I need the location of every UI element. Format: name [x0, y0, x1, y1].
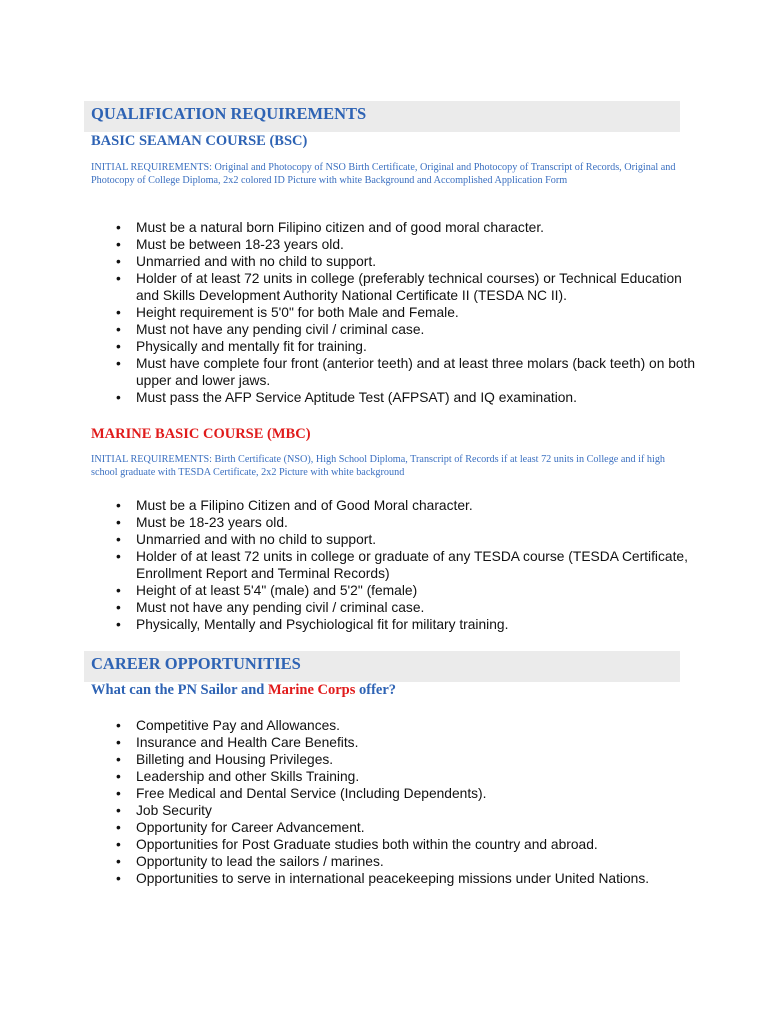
bullet-icon: • [116, 583, 121, 598]
list-item: • Holder of at least 72 units in college or graduate of any TESDA course (TESDA Certificate, Enrollment Report and Terminal Records) [116, 549, 688, 581]
bullet-icon: • [116, 339, 121, 354]
bullet-icon: • [116, 786, 121, 801]
list-item: • Opportunity to lead the sailors / marines. [116, 854, 384, 869]
bullet-icon: • [116, 356, 121, 371]
career-question: What can the PN Sailor and Marine Corps offer? [91, 682, 397, 698]
bullet-icon: • [116, 769, 121, 784]
mbc-heading: MARINE BASIC COURSE (MBC) [91, 426, 311, 442]
mbc-requirements-list [116, 497, 696, 633]
list-item: • Insurance and Health Care Benefits. [116, 735, 359, 750]
list-item: • Must be a natural born Filipino citizen and of good moral character. [116, 220, 544, 235]
list-item: • Free Medical and Dental Service (Including Dependents). [116, 786, 487, 801]
bullet-icon: • [116, 254, 121, 269]
bullet-icon: • [116, 854, 121, 869]
list-item: • Must have complete four front (anterior teeth) and at least three molars (back teeth) on both upper and lower jaws. [116, 356, 696, 388]
bsc-heading: BASIC SEAMAN COURSE (BSC) [91, 133, 308, 149]
list-item: • Leadership and other Skills Training. [116, 769, 360, 784]
bullet-icon: • [116, 718, 121, 733]
list-item: • Must be a Filipino Citizen and of Good Moral character. [116, 498, 473, 513]
list-item: • Height of at least 5'4" (male) and 5'2" (female) [116, 583, 418, 598]
bullet-icon: • [116, 271, 121, 286]
career-section-bar [84, 651, 680, 682]
bullet-icon: • [116, 515, 121, 530]
bullet-icon: • [116, 305, 121, 320]
list-item: • Opportunity for Career Advancement. [116, 820, 365, 835]
bullet-icon: • [116, 837, 121, 852]
list-item: • Unmarried and with no child to support. [116, 254, 377, 269]
qualification-title: QUALIFICATION REQUIREMENTS [91, 104, 367, 123]
list-item: • Job Security [116, 803, 212, 818]
career-benefits-list [116, 717, 696, 887]
bullet-icon: • [116, 617, 121, 632]
bullet-icon: • [116, 820, 121, 835]
bullet-icon: • [116, 322, 121, 337]
list-item: • Billeting and Housing Privileges. [116, 752, 334, 767]
bullet-icon: • [116, 600, 121, 615]
bullet-icon: • [116, 498, 121, 513]
mbc-initial-requirements: INITIAL REQUIREMENTS: Birth Certificate (NSO), High School Diploma, Transcript of Records if at least 72 units in College and if high school graduate with TESDA Certificate, 2x2 Picture with white background [91, 454, 666, 478]
list-item: • Height requirement is 5'0" for both Male and Female. [116, 305, 459, 320]
list-item: • Must not have any pending civil / criminal case. [116, 322, 425, 337]
bullet-icon: • [116, 220, 121, 235]
bullet-icon: • [116, 237, 121, 252]
list-item: • Must be between 18-23 years old. [116, 237, 344, 252]
bullet-icon: • [116, 549, 121, 564]
bsc-initial-requirements: INITIAL REQUIREMENTS: Original and Photocopy of NSO Birth Certificate, Original and Photocopy of Transcript of Records, Original and Photocopy of College Diploma, 2x2 colored ID Picture with white Background and Accomplished Application Form [91, 162, 676, 186]
career-title: CAREER OPPORTUNITIES [91, 654, 301, 673]
list-item: • Unmarried and with no child to support. [116, 532, 377, 547]
list-item: • Must not have any pending civil / criminal case. [116, 600, 425, 615]
bullet-icon: • [116, 735, 121, 750]
list-item: • Physically, Mentally and Psychiological fit for military training. [116, 617, 509, 632]
bullet-icon: • [116, 390, 121, 405]
list-item: • Physically and mentally fit for training. [116, 339, 367, 354]
bullet-icon: • [116, 871, 121, 886]
list-item: • Opportunities to serve in international peacekeeping missions under United Nations. [116, 871, 650, 886]
list-item: • Holder of at least 72 units in college (preferably technical courses) or Technical Education and Skills Development Authority National Certificate II (TESDA NC II). [116, 271, 682, 303]
bsc-requirements-list [116, 219, 696, 406]
list-item: • Competitive Pay and Allowances. [116, 718, 340, 733]
bullet-icon: • [116, 803, 121, 818]
bullet-icon: • [116, 532, 121, 547]
list-item: • Must be 18-23 years old. [116, 515, 288, 530]
list-item: • Must pass the AFP Service Aptitude Test (AFPSAT) and IQ examination. [116, 390, 577, 405]
bullet-icon: • [116, 752, 121, 767]
list-item: • Opportunities for Post Graduate studies both within the country and abroad. [116, 837, 598, 852]
qualification-section-bar [84, 101, 680, 132]
